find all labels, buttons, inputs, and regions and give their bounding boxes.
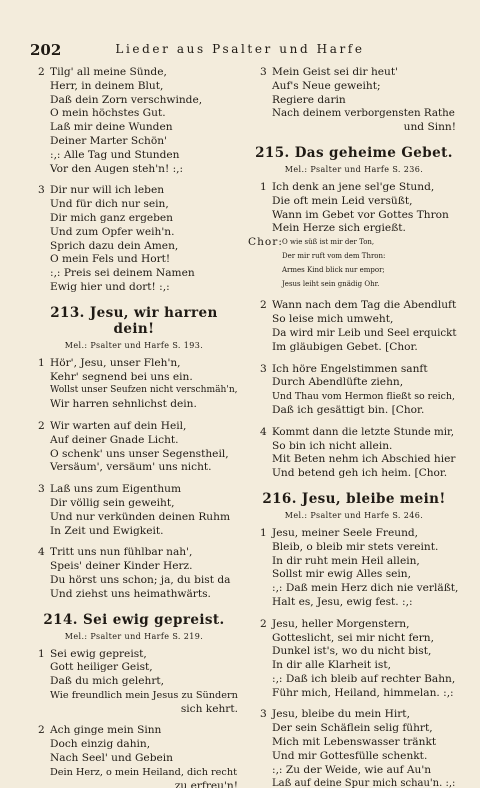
verse-line: Kommt dann die letzte Stunde mir, [272, 425, 455, 438]
melody-reference: Mel.: Psalter und Harfe S. 246. [284, 510, 424, 520]
verse-line: Deiner Marter Schön' [50, 134, 167, 147]
hymn-title: 215. Das geheime Gebet. [255, 144, 453, 161]
verse-number: 3 [260, 362, 267, 375]
verse [30, 546, 238, 601]
verse [252, 426, 456, 481]
verse-line: Hör', Jesu, unser Fleh'n, [50, 356, 181, 369]
verse-number: 3 [260, 708, 267, 721]
verse-line: Kehr' segnend bei uns ein. [50, 370, 193, 383]
verse-line: Auf's Neue geweiht; [272, 79, 381, 92]
verse-line: Sei ewig gepreist, [50, 647, 147, 660]
verse-line: Jesu, heller Morgenstern, [272, 617, 410, 630]
verse-line: Ich denk an jene sel'ge Stund, [272, 180, 435, 193]
verse-line: Mein Herze sich ergießt. [272, 222, 406, 235]
verse [252, 66, 456, 135]
verse-line-continuation: und Sinn! [403, 121, 456, 134]
verse-line: Nach Seel' und Gebein [50, 752, 173, 765]
verse-line: Im gläubigen Gebet. [Chor. [272, 340, 418, 353]
verse-line: Wir warten auf dein Heil, [50, 419, 187, 432]
verse-line: :,: Zu der Weide, wie auf Au'n [272, 763, 432, 776]
hymn-verses [252, 299, 456, 481]
verse-line: Durch Abendlüfte ziehn, [272, 376, 404, 389]
verse [252, 526, 459, 610]
verse-line: :,: Preis sei deinem Namen [50, 267, 195, 280]
verse-number: 4 [38, 546, 45, 559]
verse-line: Herr, in deinem Blut, [50, 79, 164, 92]
left-column [30, 66, 238, 788]
verse-line: Daß du mich gelehrt, [50, 675, 165, 688]
verse-number: 3 [260, 66, 267, 78]
verse-line: Dir nur will ich leben [50, 184, 165, 197]
verse-line: Dunkel ist's, wo du nicht bist, [272, 645, 432, 658]
verse-number: 2 [38, 419, 45, 432]
melody-reference: Mel.: Psalter und Harfe S. 236. [284, 164, 424, 174]
verse-line: :,: Daß ich bleib auf rechter Bahn, [272, 672, 456, 685]
verse-line: Jesu, bleibe du mein Hirt, [272, 708, 410, 721]
verse-line: Mich mit Lebenswasser tränkt [272, 736, 437, 749]
verse-line: Da wird mir Leib und Seel erquickt [272, 326, 457, 339]
hymn-title: 216. Jesu, bleibe mein! [262, 490, 446, 507]
hymn-214-continuation [252, 66, 456, 135]
verse-number: 3 [38, 483, 45, 496]
verse-number: 2 [38, 724, 45, 737]
verse-line: Nach deinem verborgensten Rathe [272, 107, 455, 120]
verse-line: O mein Fels und Hort! [50, 253, 171, 266]
verse-line: So leise mich umweht, [272, 313, 394, 326]
verse [252, 618, 456, 701]
verse-line: :,: Alle Tag und Stunden [50, 148, 180, 161]
verse-line: Dir mich ganz ergeben [50, 211, 173, 224]
verse-line: :,: Daß mein Herz dich nie verläßt, [272, 582, 459, 595]
running-head [30, 41, 450, 59]
verse-line: Bleib, o bleib mir stets vereint. [272, 540, 439, 553]
verse-line: Führ mich, Heiland, himmelan. :,: [272, 686, 454, 699]
verse-line: Vor den Augen steh'n! :,: [50, 162, 184, 175]
verse-number: 1 [260, 180, 267, 193]
hymn-216 [252, 490, 459, 788]
verse-line: Wir harren sehnlichst dein. [50, 398, 197, 411]
verse-line: Auf deiner Gnade Licht. [50, 433, 179, 446]
right-column [248, 66, 459, 788]
verse [30, 420, 238, 475]
verse [248, 180, 456, 291]
verse-line: O mein höchstes Gut. [50, 107, 166, 120]
verse-number: 3 [38, 184, 45, 197]
verse [252, 299, 456, 354]
verse-line: Versäum', versäum' uns nicht. [50, 461, 212, 474]
hymn-verses [30, 648, 238, 788]
hymn-213 [30, 305, 238, 602]
verse [30, 483, 238, 538]
verse-line: Und mir Gottesfülle schenkt. [272, 749, 428, 762]
verse [252, 363, 456, 418]
hymn-verse-with-chorus [248, 180, 456, 291]
verse-line: Ach ginge mein Sinn [50, 724, 162, 737]
verse-line: Ewig hier und dort! :,: [50, 280, 170, 293]
verse-line: Speis' deiner Kinder Herz. [50, 560, 193, 573]
verse-line: Und ziehst uns heimathwärts. [50, 587, 211, 600]
verse-line: Und nur verkünden deinen Ruhm [50, 510, 230, 523]
verse-line: Du hörst uns schon; ja, du bist da [50, 573, 231, 586]
verse-line: Doch einzig dahin, [50, 738, 151, 751]
hymn-212-continuation [30, 66, 238, 295]
verse-number: 1 [38, 356, 45, 369]
verse-line: Laß mir deine Wunden [50, 121, 173, 134]
verse-line: Wann im Gebet vor Gottes Thron [272, 208, 449, 221]
verse-line: In dir alle Klarheit ist, [272, 659, 391, 672]
verse-line: Laß uns zum Eigenthum [50, 483, 182, 496]
verse-line: Sprich dazu dein Amen, [50, 239, 179, 252]
verse-line: Ich höre Engelstimmen sanft [272, 362, 428, 375]
chorus-line: Jesus leiht sein gnädig Ohr. [282, 279, 380, 288]
verse-line: Gotteslicht, sei mir nicht fern, [272, 631, 434, 644]
verse-number: 2 [260, 617, 267, 630]
hymn-214 [30, 612, 238, 788]
verse-line: Daß dein Zorn verschwinde, [50, 93, 203, 106]
verse-line: Tritt uns nun fühlbar nah', [50, 546, 193, 559]
verse-line: Wann nach dem Tag die Abendluft [272, 299, 457, 312]
verse-line: Gott heiliger Geist, [50, 661, 153, 674]
verse-line: In Zeit und Ewigkeit. [50, 524, 164, 537]
verse-number: 2 [260, 299, 267, 312]
verse-line: Daß ich gesättigt bin. [Chor. [272, 403, 425, 416]
verse-line: Wie freundlich mein Jesus zu Sündern [50, 689, 238, 701]
verse-line: In dir ruht mein Heil allein, [272, 554, 420, 567]
verse-number: 2 [38, 66, 45, 78]
verse-line: Regiere darin [272, 93, 346, 106]
verse-line: Tilg' all meine Sünde, [50, 66, 167, 78]
verse-line: Mein Geist sei dir heut' [272, 66, 399, 78]
hymn-title: 213. Jesu, wir harren dein! [50, 304, 218, 337]
verse-line: Und betend geh ich heim. [Chor. [272, 467, 448, 480]
hymn-title: 214. Sei ewig gepreist. [43, 611, 225, 628]
verse [30, 66, 238, 176]
verse-line: Halt es, Jesu, ewig fest. :,: [272, 595, 413, 608]
verse-line: Der sein Schäflein selig führt, [272, 722, 433, 735]
verse-line-continuation: zu erfreu'n! [174, 779, 238, 788]
verse-number: 4 [260, 425, 267, 438]
verse-line: Und für dich nur sein, [50, 198, 169, 211]
verse-line: Dir völlig sein geweiht, [50, 496, 175, 509]
verse [30, 357, 238, 412]
verse [30, 724, 238, 788]
melody-reference: Mel.: Psalter und Harfe S. 219. [64, 631, 204, 641]
chorus-label: Chor: [248, 236, 283, 249]
page-number: 202 [30, 41, 62, 59]
verse-line: Die oft mein Leid versüßt, [272, 194, 413, 207]
verse-line: Dein Herz, o mein Heiland, dich recht [50, 766, 237, 778]
verse-number: 1 [38, 647, 45, 660]
melody-reference: Mel.: Psalter und Harfe S. 193. [64, 340, 204, 350]
book-title: Lieder aus Psalter und Harfe [115, 42, 365, 56]
hymn-verses [252, 526, 459, 788]
verse-line: Wollst unser Seufzen nicht verschmäh'n, [50, 385, 238, 396]
chorus-line: Armes Kind blick nur empor; [282, 265, 385, 274]
verse-line: Und Thau vom Hermon fließt so reich, [272, 391, 455, 403]
verse-line: Laß auf deine Spur mich schau'n. :,: [272, 778, 456, 788]
verse-line: Mit Beten nehm ich Abschied hier [272, 453, 456, 466]
verse-line-continuation: sich kehrt. [180, 702, 238, 715]
verse-line: Und zum Opfer weih'n. [50, 225, 175, 238]
hymn-215 [248, 144, 457, 481]
chorus-line: O wie süß ist mir der Ton, [282, 238, 375, 247]
verse-line: Jesu, meiner Seele Freund, [272, 526, 419, 539]
verse [30, 184, 238, 294]
verse [252, 708, 456, 788]
verse [30, 648, 238, 717]
chorus-line: Der mir ruft vom dem Thron: [282, 251, 386, 260]
verse-line: So bin ich nicht allein. [272, 439, 393, 452]
verse-line: Sollst mir ewig Alles sein, [272, 568, 411, 581]
hymn-verses [30, 357, 238, 602]
verse-number: 1 [260, 526, 267, 539]
verse-line: O schenk' uns unser Segenstheil, [50, 447, 229, 460]
